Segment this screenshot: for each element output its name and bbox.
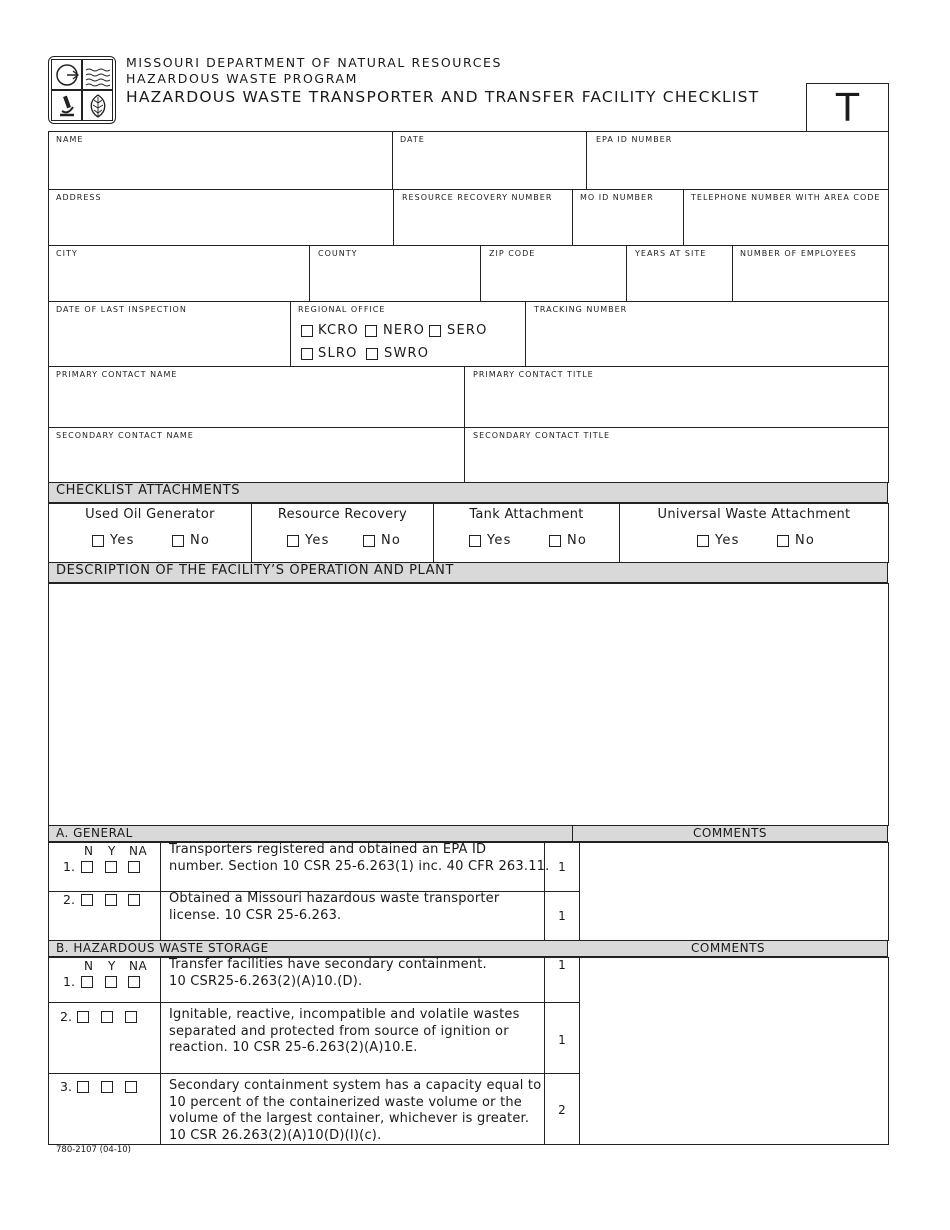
primary-contact-title-field[interactable] [466, 383, 886, 425]
tank-yes-checkbox[interactable] [469, 535, 481, 547]
question-number: 2. [63, 892, 75, 907]
years-at-site-label: YEARS AT SITE [635, 249, 707, 258]
resource-recovery-attachment-label: Resource Recovery [277, 507, 408, 522]
county-label: COUNTY [318, 249, 358, 258]
city-field[interactable] [50, 262, 307, 299]
mo-id-field[interactable] [574, 206, 681, 243]
resource-recovery-yes-checkbox[interactable] [287, 535, 299, 547]
employees-field[interactable] [734, 262, 886, 299]
description-textarea[interactable] [48, 583, 889, 826]
b2-score: 1 [558, 1033, 566, 1047]
water-waves-icon [82, 59, 113, 90]
used-oil-no-label: No [190, 533, 211, 548]
telephone-label: TELEPHONE NUMBER WITH AREA CODE [691, 193, 881, 202]
a2-n-checkbox[interactable] [81, 894, 93, 906]
telephone-field[interactable] [685, 206, 886, 243]
a2-question-text: Obtained a Missouri hazardous waste transporter license. 10 CSR 25-6.263. [169, 891, 500, 923]
universal-waste-no-checkbox[interactable] [777, 535, 789, 547]
b2-na-checkbox[interactable] [125, 1011, 137, 1023]
primary-contact-name-label: PRIMARY CONTACT NAME [56, 370, 178, 379]
secondary-contact-title-field[interactable] [466, 444, 886, 481]
section-a-heading: A. GENERAL [56, 826, 133, 840]
swro-label: SWRO [384, 346, 430, 361]
program-name: HAZARDOUS WASTE PROGRAM [126, 71, 359, 86]
universal-waste-attachment-label: Universal Waste Attachment [657, 507, 851, 522]
tracking-number-field[interactable] [527, 318, 886, 364]
address-field[interactable] [50, 206, 391, 243]
resource-recovery-no-label: No [381, 533, 402, 548]
col-n-header: N [84, 844, 94, 858]
zip-code-field[interactable] [482, 262, 624, 299]
col-na-header: NA [129, 959, 148, 973]
b1-na-checkbox[interactable] [128, 976, 140, 988]
resource-recovery-number-label: RESOURCE RECOVERY NUMBER [402, 193, 553, 202]
tank-attachment-label: Tank Attachment [469, 507, 584, 522]
used-oil-generator-label: Used Oil Generator [85, 507, 215, 522]
county-field[interactable] [311, 262, 478, 299]
a1-y-checkbox[interactable] [105, 861, 117, 873]
form-letter: T [806, 83, 889, 132]
primary-contact-title-label: PRIMARY CONTACT TITLE [473, 370, 594, 379]
zip-code-label: ZIP CODE [489, 249, 536, 258]
universal-waste-yes-checkbox[interactable] [697, 535, 709, 547]
nero-label: NERO [383, 323, 426, 338]
nero-checkbox[interactable] [365, 325, 377, 337]
microscope-icon [51, 90, 82, 121]
question-number: 1. [63, 859, 75, 874]
department-swirl-icon [51, 59, 82, 90]
tank-yes-label: Yes [487, 533, 512, 548]
b3-na-checkbox[interactable] [125, 1081, 137, 1093]
kcro-label: KCRO [318, 323, 359, 338]
tank-no-label: No [567, 533, 588, 548]
a2-y-checkbox[interactable] [105, 894, 117, 906]
a2-na-checkbox[interactable] [128, 894, 140, 906]
attachments-heading: CHECKLIST ATTACHMENTS [56, 483, 241, 498]
section-b-heading: B. HAZARDOUS WASTE STORAGE [56, 941, 269, 955]
name-label: NAME [56, 135, 84, 144]
sero-checkbox[interactable] [429, 325, 441, 337]
employees-label: NUMBER OF EMPLOYEES [740, 249, 857, 258]
col-y-header: Y [108, 844, 116, 858]
date-label: DATE [400, 135, 425, 144]
resource-recovery-number-field[interactable] [395, 206, 570, 243]
col-y-header: Y [108, 959, 116, 973]
secondary-contact-name-label: SECONDARY CONTACT NAME [56, 431, 194, 440]
section-b-comments-heading: COMMENTS [691, 941, 766, 955]
question-number: 2. [60, 1009, 72, 1024]
epa-id-field[interactable] [588, 148, 886, 187]
agency-name: MISSOURI DEPARTMENT OF NATURAL RESOURCES [126, 55, 503, 70]
col-n-header: N [84, 959, 94, 973]
leaf-icon [82, 90, 113, 121]
a1-na-checkbox[interactable] [128, 861, 140, 873]
kcro-checkbox[interactable] [301, 325, 313, 337]
universal-waste-yes-label: Yes [715, 533, 740, 548]
b1-y-checkbox[interactable] [105, 976, 117, 988]
a2-score: 1 [558, 909, 566, 923]
last-inspection-field[interactable] [50, 318, 288, 364]
b2-y-checkbox[interactable] [101, 1011, 113, 1023]
col-na-header: NA [129, 844, 148, 858]
used-oil-yes-label: Yes [110, 533, 135, 548]
description-heading: DESCRIPTION OF THE FACILITY’S OPERATION AND PLANT [56, 563, 455, 578]
b3-question-text: Secondary containment system has a capacity equal to 10 percent of the containerized waste volume or the volume of the largest container, whichever is greater. 10 CSR 26.263(2)(A)10(D)(I)(c). [169, 1078, 542, 1143]
secondary-contact-name-field[interactable] [50, 444, 462, 481]
b1-question-text: Transfer facilities have secondary containment. 10 CSR25-6.263(2)(A)10.(D). [169, 957, 487, 989]
epa-id-label: EPA ID NUMBER [596, 135, 673, 144]
resource-recovery-no-checkbox[interactable] [363, 535, 375, 547]
slro-label: SLRO [318, 346, 358, 361]
city-label: CITY [56, 249, 78, 258]
date-field[interactable] [394, 148, 584, 187]
primary-contact-name-field[interactable] [50, 383, 462, 425]
b3-y-checkbox[interactable] [101, 1081, 113, 1093]
name-field[interactable] [50, 148, 390, 187]
b1-n-checkbox[interactable] [81, 976, 93, 988]
form-title: HAZARDOUS WASTE TRANSPORTER AND TRANSFER FACILITY CHECKLIST [126, 88, 760, 106]
mo-id-label: MO ID NUMBER [580, 193, 654, 202]
b3-score: 2 [558, 1103, 566, 1117]
question-number: 3. [60, 1079, 72, 1094]
secondary-contact-title-label: SECONDARY CONTACT TITLE [473, 431, 611, 440]
department-logo [48, 56, 116, 124]
a1-n-checkbox[interactable] [81, 861, 93, 873]
used-oil-yes-checkbox[interactable] [92, 535, 104, 547]
section-a-comments-field[interactable] [581, 844, 887, 939]
a1-score: 1 [558, 860, 566, 874]
a1-question-text: Transporters registered and obtained an EPA ID number. Section 10 CSR 25-6.263(1) inc. 40 CFR 263.11. [169, 842, 550, 874]
b2-n-checkbox[interactable] [77, 1011, 89, 1023]
form-number: 780-2107 (04-10) [56, 1145, 131, 1155]
section-b-comments-field[interactable] [581, 959, 887, 1143]
used-oil-no-checkbox[interactable] [172, 535, 184, 547]
b1-score: 1 [558, 958, 566, 972]
swro-checkbox[interactable] [366, 348, 378, 360]
section-a-comments-heading: COMMENTS [693, 826, 768, 840]
universal-waste-no-label: No [795, 533, 816, 548]
tracking-number-label: TRACKING NUMBER [534, 305, 628, 314]
resource-recovery-yes-label: Yes [305, 533, 330, 548]
sero-label: SERO [447, 323, 488, 338]
tank-no-checkbox[interactable] [549, 535, 561, 547]
years-at-site-field[interactable] [628, 262, 730, 299]
question-number: 1. [63, 974, 75, 989]
b2-question-text: Ignitable, reactive, incompatible and volatile wastes separated and protected from source of ignition or reaction. 10 CSR 25-6.263(2)(A)10.E. [169, 1007, 520, 1055]
b3-n-checkbox[interactable] [77, 1081, 89, 1093]
regional-office-label: REGIONAL OFFICE [298, 305, 386, 314]
last-inspection-label: DATE OF LAST INSPECTION [56, 305, 187, 314]
slro-checkbox[interactable] [301, 348, 313, 360]
address-label: ADDRESS [56, 193, 102, 202]
